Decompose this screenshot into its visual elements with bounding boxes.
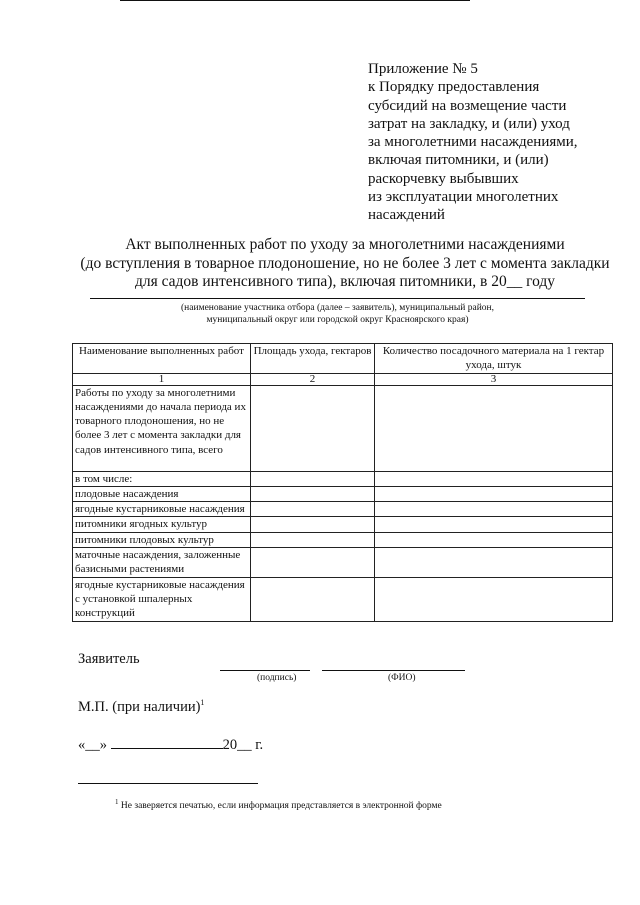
quantity-cell[interactable] <box>375 471 613 486</box>
appendix-line: из эксплуатации многолетних <box>368 189 559 206</box>
footnote-ref: 1 <box>200 698 205 707</box>
footnote <box>115 798 442 811</box>
area-cell[interactable] <box>251 577 375 621</box>
row-label: питомники ягодных культур <box>73 517 251 532</box>
area-cell[interactable] <box>251 502 375 517</box>
title-line: Акт выполненных работ по уходу за многолетними насаждениями <box>125 236 565 253</box>
title-line: для садов интенсивного типа), включая питомники, в 20__ году <box>134 273 556 290</box>
appendix-line: раскорчевку выбывших <box>368 170 519 187</box>
appendix-line: затрат на закладку, и (или) уход <box>368 115 570 132</box>
footnote-number: 1 <box>115 798 119 806</box>
header-cell: Наименование выполненных работ <box>73 344 251 374</box>
appendix-line: за многолетними насаждениями, <box>368 134 578 151</box>
applicant-caption <box>90 302 585 326</box>
quantity-cell[interactable] <box>375 385 613 471</box>
top-rule <box>120 0 470 1</box>
header-cell: Площадь ухода, гектаров <box>251 344 375 374</box>
area-cell[interactable] <box>251 532 375 547</box>
area-cell[interactable] <box>251 548 375 578</box>
row-label: в том числе: <box>73 471 251 486</box>
appendix-line: субсидий на возмещение части <box>368 97 567 114</box>
appendix-line: включая питомники, и (или) <box>368 152 549 169</box>
area-cell[interactable] <box>251 471 375 486</box>
footnote-separator <box>78 783 258 784</box>
signature-line[interactable] <box>220 670 310 671</box>
full-name-caption: (ФИО) <box>388 673 416 683</box>
quantity-cell[interactable] <box>375 517 613 532</box>
column-number: 1 <box>73 373 251 385</box>
footnote-text: Не заверяется печатью, если информация представляется в электронной форме <box>120 801 442 812</box>
table-row <box>73 502 613 517</box>
table-row <box>73 385 613 471</box>
row-label: плодовые насаждения <box>73 486 251 501</box>
applicant-label: Заявитель <box>78 651 140 667</box>
month-field[interactable] <box>111 736 223 749</box>
appendix-line: Приложение № 5 <box>368 61 478 77</box>
day-field[interactable]: «__» <box>78 737 107 753</box>
caption-line: муниципальный округ или городской округ Красноярского края) <box>206 315 469 325</box>
works-table <box>72 343 613 622</box>
appendix-line: к Порядку предоставления <box>368 79 540 96</box>
area-cell[interactable] <box>251 486 375 501</box>
row-label: маточные насаждения, заложенные базисными растениями <box>73 548 251 578</box>
row-label: питомники плодовых культур <box>73 532 251 547</box>
table-row <box>73 577 613 621</box>
header-cell: Количество посадочного материала на 1 гектар ухода, штук <box>375 344 613 374</box>
area-cell[interactable] <box>251 517 375 532</box>
column-number-row <box>73 373 613 385</box>
row-label: ягодные кустарниковые насаждения с установкой шпалерных конструкций <box>73 577 251 621</box>
table-row <box>73 532 613 547</box>
stamp-label <box>78 698 204 716</box>
table-row <box>73 471 613 486</box>
area-cell[interactable] <box>251 385 375 471</box>
full-name-line[interactable] <box>322 670 465 671</box>
year-field[interactable]: 20__ г. <box>222 737 264 753</box>
appendix-line: насаждений <box>368 207 445 224</box>
table-row <box>73 486 613 501</box>
document-title <box>40 236 640 292</box>
column-number: 3 <box>375 373 613 385</box>
quantity-cell[interactable] <box>375 532 613 547</box>
title-line: (до вступления в товарное плодоношение, но не более 3 лет с момента закладки <box>80 254 610 272</box>
quantity-cell[interactable] <box>375 502 613 517</box>
quantity-cell[interactable] <box>375 577 613 621</box>
table-row <box>73 517 613 532</box>
row-label: Работы по уходу за многолетними насаждениями до начала периода их товарного плодоношения, но не более 3 лет с момента закладки для садов интенсивного типа, всего <box>73 385 251 471</box>
applicant-name-line <box>90 298 585 299</box>
quantity-cell[interactable] <box>375 548 613 578</box>
table-header-row <box>73 344 613 374</box>
signature-caption: (подпись) <box>257 673 297 683</box>
column-number: 2 <box>251 373 375 385</box>
row-label: ягодные кустарниковые насаждения <box>73 502 251 517</box>
stamp-text: М.П. (при наличии) <box>78 698 201 715</box>
date-line <box>78 736 263 754</box>
appendix-header <box>368 60 578 225</box>
quantity-cell[interactable] <box>375 486 613 501</box>
caption-line: (наименование участника отбора (далее – заявитель), муниципальный район, <box>181 303 494 313</box>
table-row <box>73 548 613 578</box>
